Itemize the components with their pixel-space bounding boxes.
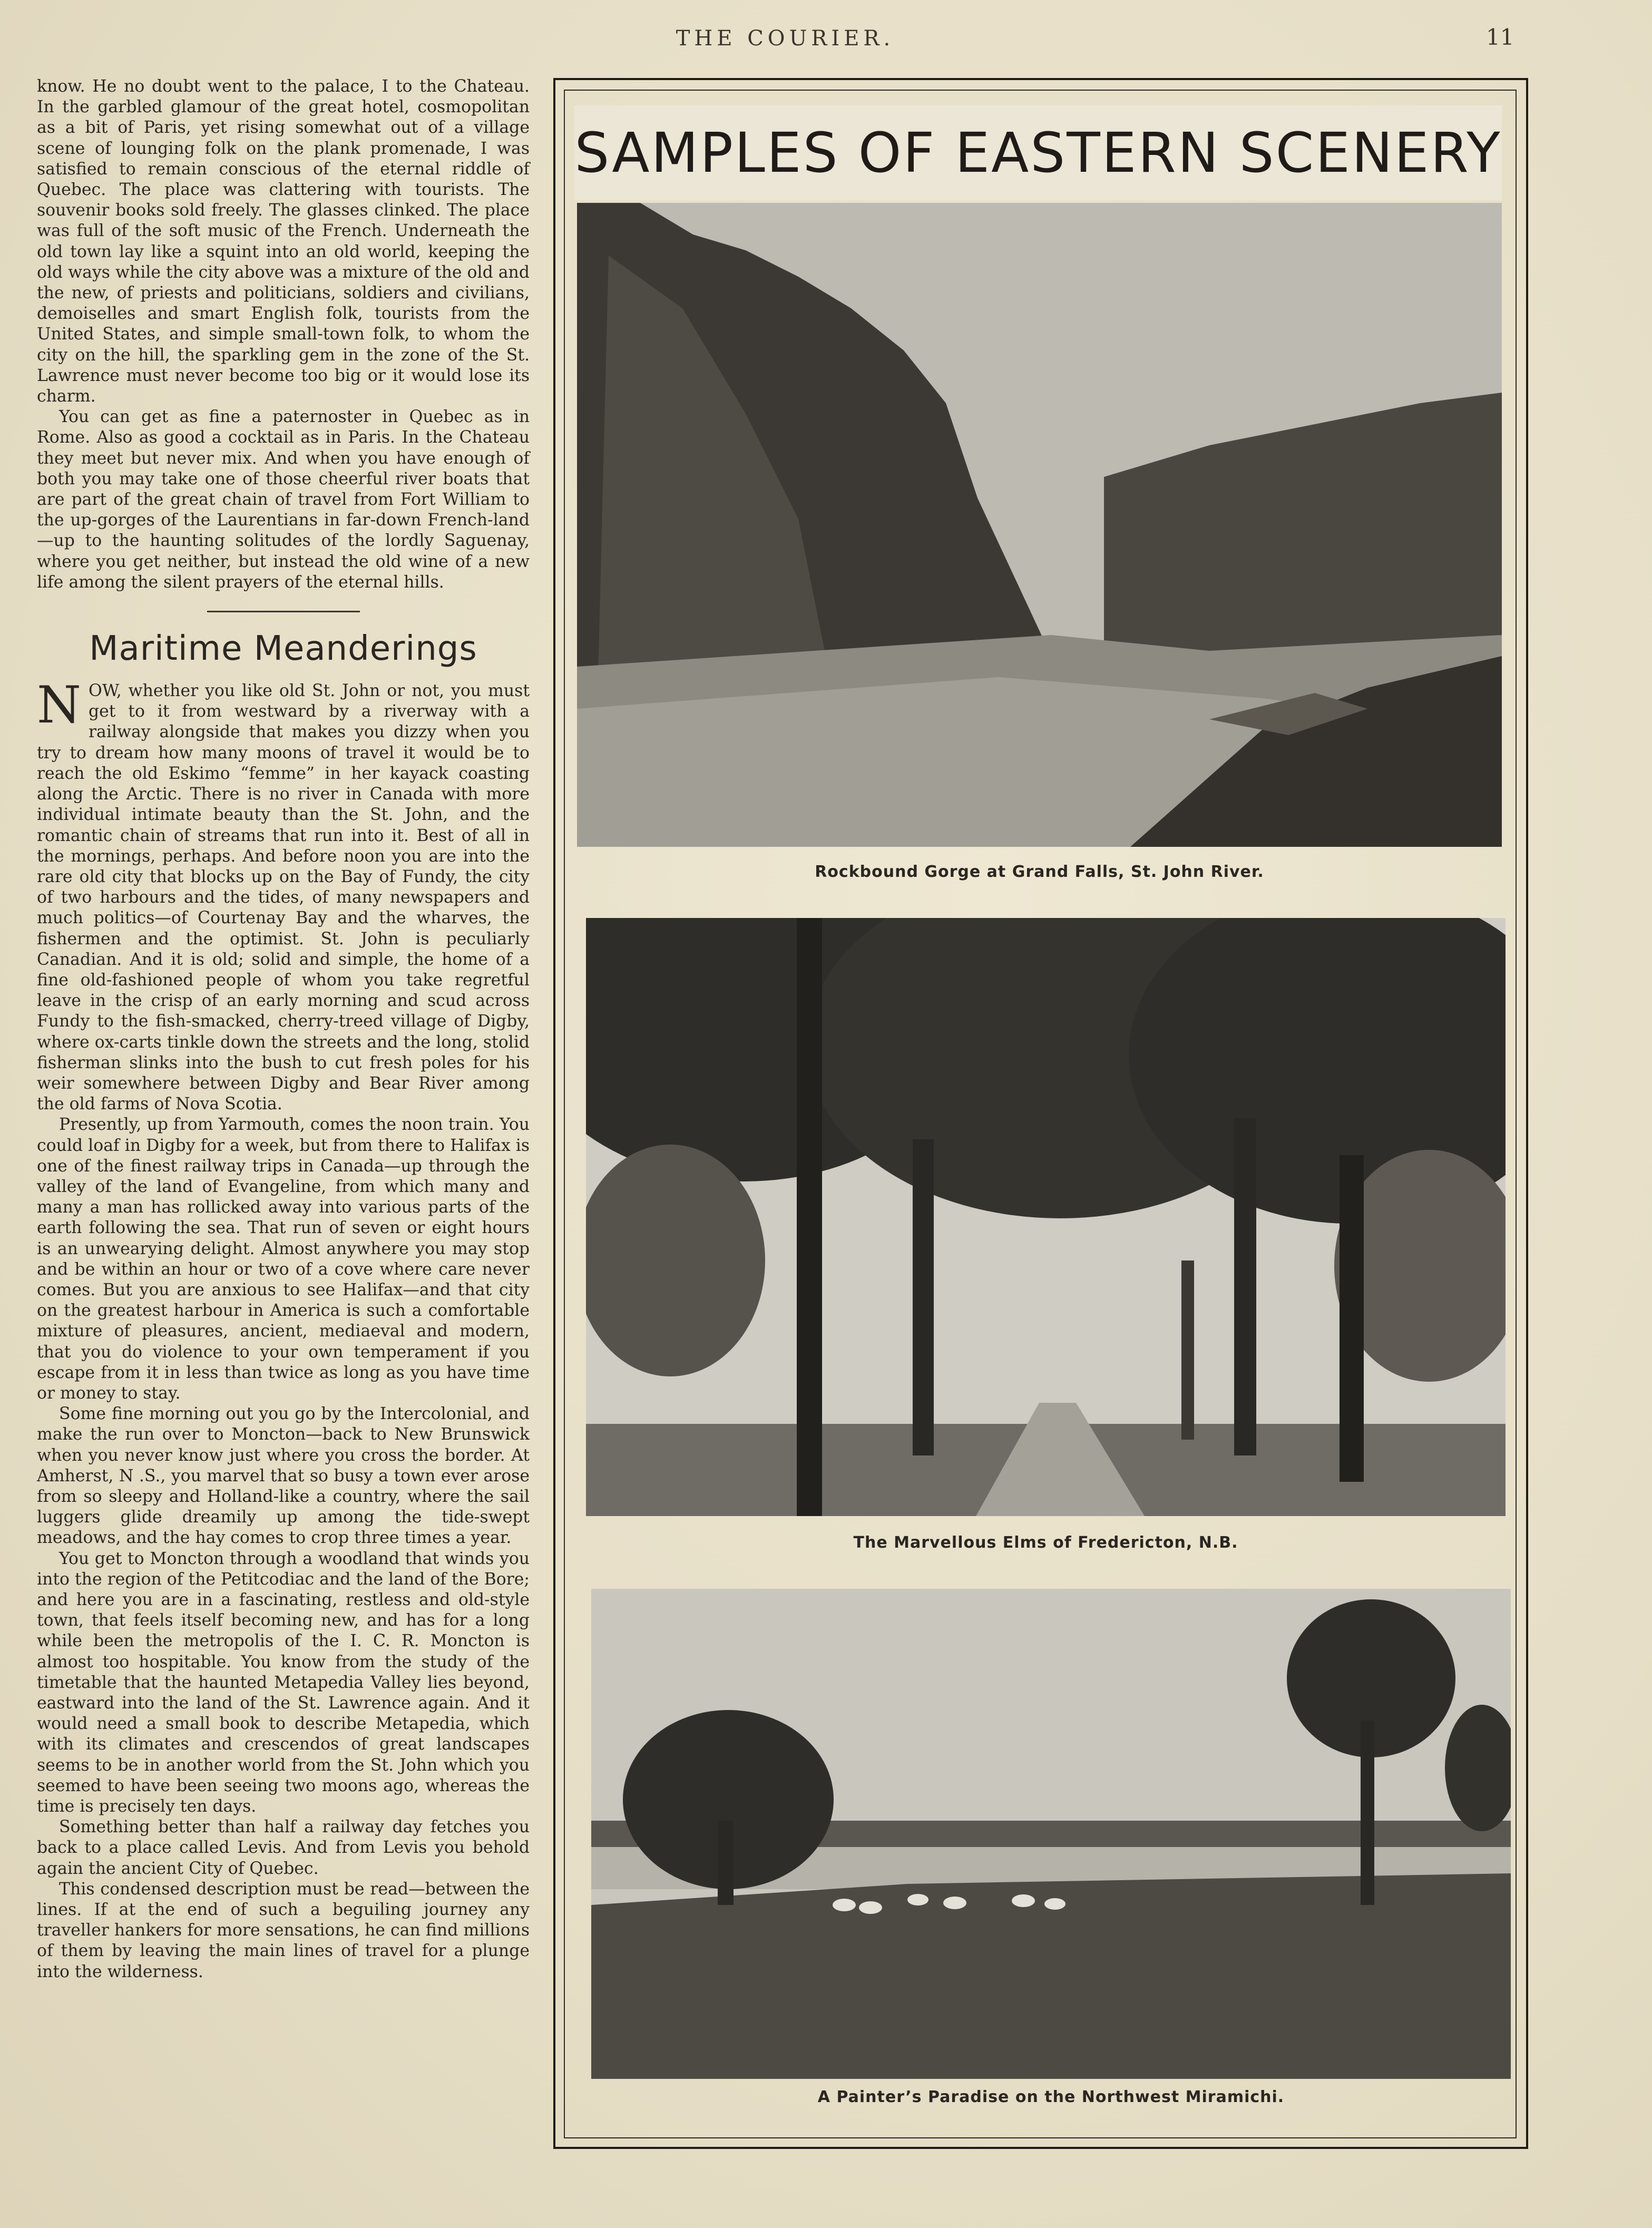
article-column — [37, 76, 530, 1982]
paragraph-2: Some fine morning out you go by the Intercolonial, and make the run over to Moncton—back to New Brunswick when you never know just where you cross the border. At Amherst, N .S., you marvel that so busy a town ever arose from so sleepy and Holland-like a country, where the sail luggers glide dreamily up among the tide-swept meadows, and the hay comes to crop three times a year. — [37, 1404, 530, 1548]
first-paragraph-text: OW, whether you like old St. John or not, you must get to it from westward by a riverway with a railway alongside that makes you dizzy when you try to dream how many moons of travel it would be to reach the old Eskimo “femme” in her kayack coasting along the Arctic. There is no river in Canada with more individual intimate beauty than the St. John, and the romantic chain of streams that run into it. Best of all in the mornings, perhaps. And before noon you are into the rare old city that blocks up on the Bay of Fundy, the city of two harbours and the tides, of many newspapers and much politics—of Courtenay Bay and the wharves, the fishermen and the optimist. St. John is peculiarly Canadian. And it is old; solid and simple, the home of a fine old-fashioned people of whom you take regretful leave in the crisp of an early morning and scud across Fundy to the fish-smacked, cherry-treed village of Digby, where ox-carts tinkle down the streets and the long, stolid fisherman slinks into the bush to cut fresh poles for his weir somewhere between Digby and Bear River among the old farms of Nova Scotia. — [37, 681, 530, 1114]
photo-elms — [586, 918, 1506, 1516]
running-head: THE COURIER. — [676, 26, 895, 51]
paragraph-3: You get to Moncton through a woodland that winds you into the region of the Petitcodiac and the land of the Bore; and here you are in a fascinating, restless and old-style town, that feels itself becoming new, and has for a long while been the metropolis of the I. C. R. Moncton is almost too hospitable. You know from the study of the timetable that the haunted Metapedia Valley lies beyond, eastward into the land of the St. Lawrence again. And it would need a small book to describe Metapedia, which with its climates and crescendos of great landscapes seems to be in another world from the St. John which you seemed to have been seeing two moons ago, whereas the time is precisely ten days. — [37, 1549, 530, 1816]
paragraph-4: Something better than half a railway day fetches you back to a place called Levis. And from Levis you behold again the ancient City of Quebec. — [37, 1817, 530, 1878]
paragraph-1: Presently, up from Yarmouth, comes the noon train. You could loaf in Digby for a week, but from there to Halifax is one of the finest railway trips in Canada—up through the valley of the land of Evangeline, from which many and many a man has rollicked away into various parts of the earth following the sea. That run of seven or eight hours is an unwearying delight. Almost anywhere you may stop and be within an hour or two of a cove where care never comes. But you are anxious to see Halifax—and that city on the greatest harbour in America is such a comfortable mixture of pleasures, ancient, mediaeval and modern, that you do violence to your own temperament if you escape from it in less than twice as long as you have time or money to stay. — [37, 1115, 530, 1403]
caption-miramichi: A Painter’s Paradise on the Northwest Miramichi. — [817, 2088, 1285, 2106]
caption-gorge: Rockbound Gorge at Grand Falls, St. John River. — [815, 863, 1264, 881]
page-number: 11 — [1486, 24, 1514, 50]
first-paragraph — [37, 676, 530, 1115]
intro-paragraph-2: You can get as fine a paternoster in Quebec as in Rome. Also as good a cocktail as in Paris. In the Chateau they meet but never mix. And when you have enough of both you may take one of those cheerful river boats that are part of the great chain of travel from Fort William to the up-gorges of the Laurentians in far-down French-land—up to the haunting solitudes of the lordly Saguenay, where you get neither, but instead the old wine of a new life among the silent prayers of the eternal hills. — [37, 407, 530, 592]
intro-paragraph-1: know. He no doubt went to the palace, I to the Chateau. In the garbled glamour of the great hotel, cosmopolitan as a bit of Paris, yet rising somewhat out of a village scene of lounging folk on the plank promenade, I was satisfied to remain conscious of the eternal riddle of Quebec. The place was clattering with tourists. The souvenir books sold freely. The glasses clinked. The place was full of the soft music of the French. Underneath the old town lay like a squint into an old world, keeping the old ways while the city above was a mixture of the old and the new, of priests and politicians, soldiers and civilians, demoiselles and smart English folk, tourists from the United States, and simple small-town folk, to whom the city on the hill, the sparkling gem in the zone of the St. Lawrence must never become too big or it would lose its charm. — [37, 77, 530, 406]
paragraph-5: This condensed description must be read—between the lines. If at the end of such a beguiling journey any traveller hankers for more sensations, he can find millions of them by leaving the main lines of travel for a plunge into the wilderness. — [37, 1879, 530, 1981]
section-title: Maritime Meanderings — [89, 629, 477, 669]
drop-cap: N — [37, 676, 81, 735]
photo-miramichi — [591, 1589, 1511, 2079]
section-divider — [207, 611, 360, 612]
feature-title: SAMPLES OF EASTERN SCENERY — [574, 105, 1502, 200]
caption-elms: The Marvellous Elms of Fredericton, N.B. — [853, 1533, 1238, 1552]
photo-gorge — [577, 203, 1502, 847]
